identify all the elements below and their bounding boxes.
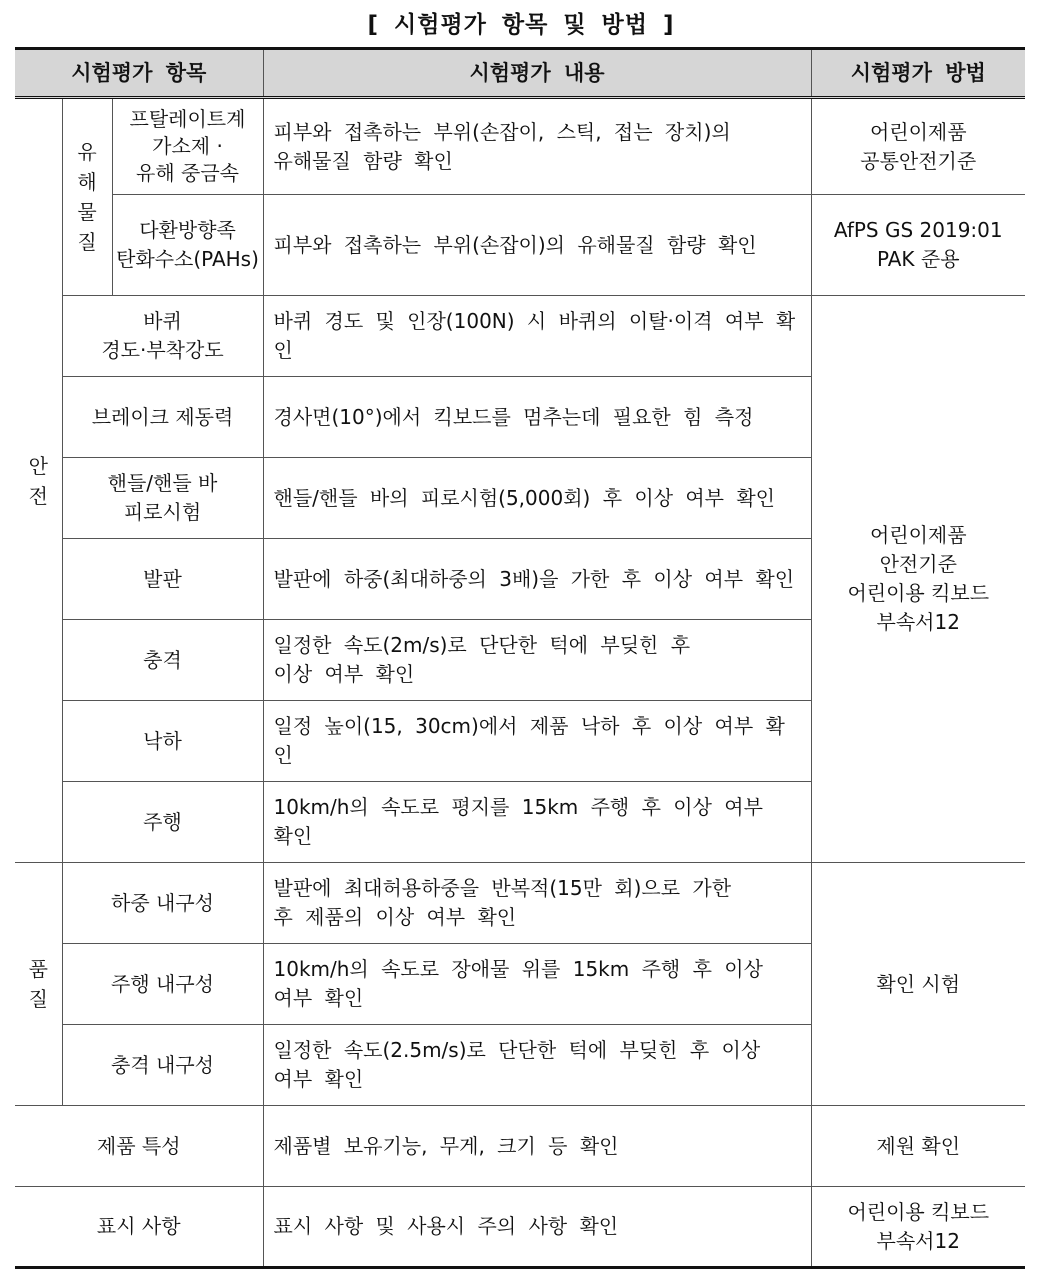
item-cell: 표시 사항 bbox=[15, 1187, 263, 1268]
table-row bbox=[15, 296, 1025, 377]
content-cell: 일정한 속도(2m/s)로 단단한 턱에 부딪힌 후 이상 여부 확인 bbox=[263, 620, 811, 701]
content-cell: 일정 높이(15, 30cm)에서 제품 낙하 후 이상 여부 확인 bbox=[263, 701, 811, 782]
content-cell: 발판에 하중(최대하중의 3배)을 가한 후 이상 여부 확인 bbox=[263, 539, 811, 620]
method-cell: 어린이용 킥보드 부속서12 bbox=[811, 1187, 1025, 1268]
header-method: 시험평가 방법 bbox=[811, 49, 1025, 98]
method-cell: 제원 확인 bbox=[811, 1106, 1025, 1187]
table-row bbox=[15, 1187, 1025, 1268]
method-cell: 어린이제품 공통안전기준 bbox=[811, 98, 1025, 195]
group-hazard: 유 해 물 질 bbox=[62, 98, 112, 296]
item-cell: 주행 bbox=[62, 782, 263, 863]
content-cell: 피부와 접촉하는 부위(손잡이)의 유해물질 함량 확인 bbox=[263, 195, 811, 296]
item-cell: 충격 내구성 bbox=[62, 1025, 263, 1106]
item-cell: 브레이크 제동력 bbox=[62, 377, 263, 458]
table-row bbox=[15, 1106, 1025, 1187]
table-row bbox=[15, 863, 1025, 944]
header-content: 시험평가 내용 bbox=[263, 49, 811, 98]
table-row bbox=[15, 195, 1025, 296]
content-cell: 표시 사항 및 사용시 주의 사항 확인 bbox=[263, 1187, 811, 1268]
group-safety: 안 전 bbox=[15, 98, 62, 863]
item-cell: 다환방향족 탄화수소(PAHs) bbox=[112, 195, 263, 296]
document-title: [ 시험평가 항목 및 방법 ] bbox=[367, 12, 675, 38]
item-cell: 충격 bbox=[62, 620, 263, 701]
content-cell: 10km/h의 속도로 평지를 15km 주행 후 이상 여부 확인 bbox=[263, 782, 811, 863]
content-cell: 제품별 보유기능, 무게, 크기 등 확인 bbox=[263, 1106, 811, 1187]
test-evaluation-table bbox=[15, 47, 1025, 1269]
item-cell: 하중 내구성 bbox=[62, 863, 263, 944]
content-cell: 바퀴 경도 및 인장(100N) 시 바퀴의 이탈·이격 여부 확인 bbox=[263, 296, 811, 377]
item-cell: 바퀴 경도·부착강도 bbox=[62, 296, 263, 377]
content-cell: 핸들/핸들 바의 피로시험(5,000회) 후 이상 여부 확인 bbox=[263, 458, 811, 539]
method-cell: 어린이제품 안전기준 어린이용 킥보드 부속서12 bbox=[811, 296, 1025, 863]
item-cell: 주행 내구성 bbox=[62, 944, 263, 1025]
content-cell: 일정한 속도(2.5m/s)로 단단한 턱에 부딪힌 후 이상 여부 확인 bbox=[263, 1025, 811, 1106]
item-cell: 프탈레이트계 가소제 · 유해 중금속 bbox=[112, 98, 263, 195]
header-row bbox=[15, 49, 1025, 98]
content-cell: 피부와 접촉하는 부위(손잡이, 스틱, 접는 장치)의 유해물질 함량 확인 bbox=[263, 98, 811, 195]
item-cell: 낙하 bbox=[62, 701, 263, 782]
group-quality: 품 질 bbox=[15, 863, 62, 1106]
table-row bbox=[15, 98, 1025, 195]
header-item: 시험평가 항목 bbox=[15, 49, 263, 98]
method-cell: 확인 시험 bbox=[811, 863, 1025, 1106]
content-cell: 발판에 최대허용하중을 반복적(15만 회)으로 가한 후 제품의 이상 여부 확인 bbox=[263, 863, 811, 944]
item-cell: 제품 특성 bbox=[15, 1106, 263, 1187]
method-cell: AfPS GS 2019:01 PAK 준용 bbox=[811, 195, 1025, 296]
item-cell: 핸들/핸들 바 피로시험 bbox=[62, 458, 263, 539]
content-cell: 10km/h의 속도로 장애물 위를 15km 주행 후 이상 여부 확인 bbox=[263, 944, 811, 1025]
item-cell: 발판 bbox=[62, 539, 263, 620]
content-cell: 경사면(10°)에서 킥보드를 멈추는데 필요한 힘 측정 bbox=[263, 377, 811, 458]
